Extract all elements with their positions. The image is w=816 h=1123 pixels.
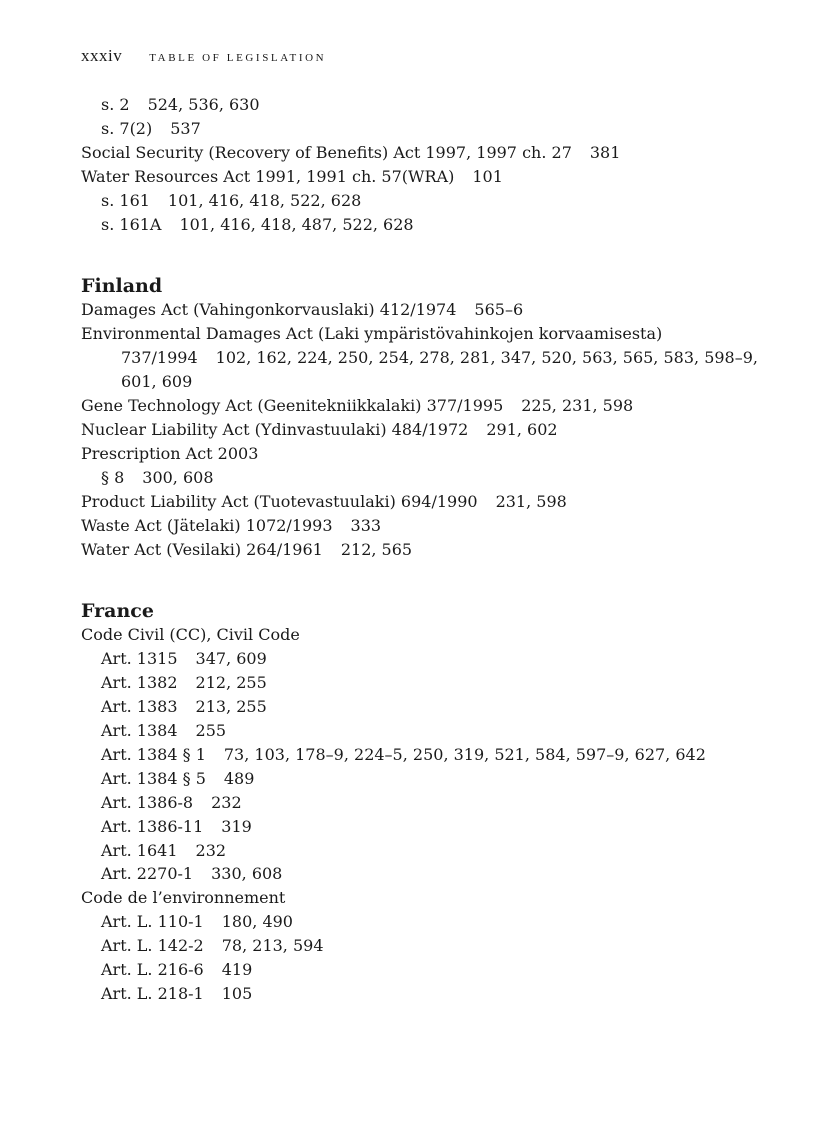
entry-subsection: Art. 1386-8 232 <box>101 792 242 812</box>
page <box>81 46 761 1006</box>
entry-act: Damages Act (Vahingonkorvauslaki) 412/1974 565–6 <box>81 300 524 320</box>
entry-subsection: Art. 1384 § 1 73, 103, 178–9, 224–5, 250, 319, 521, 584, 597–9, 627, 642 <box>101 744 706 764</box>
entry-subsection: s. 7(2) 537 <box>101 118 201 138</box>
running-head-title: TABLE OF LEGISLATION <box>149 52 327 64</box>
entry-subsection: Art. 1386-11 319 <box>101 816 252 836</box>
entry-subsection: Art. 1641 232 <box>101 840 227 860</box>
entry-act: Environmental Damages Act (Laki ympäristövahinkojen korvaamisesta) 737/1994 102, 162, 224, 250, 254, 278, 281, 347, 520, 563, 565, 583, 598–9, 601, 609 <box>81 324 758 392</box>
entry-act: Water Act (Vesilaki) 264/1961 212, 565 <box>81 539 413 559</box>
section-finland <box>81 274 761 561</box>
entry-act: Gene Technology Act (Geenitekniikkalaki) 377/1995 225, 231, 598 <box>81 396 634 416</box>
section-uk-continued <box>81 93 761 236</box>
entry-act: Code de l’environnement <box>81 888 286 908</box>
entry-subsection: Art. L. 216-6 419 <box>101 960 253 980</box>
entry-list <box>81 623 761 1006</box>
entry-subsection: s. 161A 101, 416, 418, 487, 522, 628 <box>101 214 414 234</box>
entry-list <box>81 298 761 561</box>
entry-subsection: s. 161 101, 416, 418, 522, 628 <box>101 190 362 210</box>
entry-subsection: Art. 1382 212, 255 <box>101 673 267 693</box>
entry-subsection: Art. 2270-1 330, 608 <box>101 864 283 884</box>
section-heading-france: France <box>81 600 154 623</box>
section-heading-finland: Finland <box>81 275 163 298</box>
page-number: xxxiv <box>81 46 123 65</box>
entry-act: Social Security (Recovery of Benefits) Act 1997, 1997 ch. 27 381 <box>81 142 621 162</box>
entry-act: Prescription Act 2003 <box>81 443 259 463</box>
entry-subsection: Art. L. 218-1 105 <box>101 984 253 1003</box>
entry-act: Water Resources Act 1991, 1991 ch. 57(WRA) 101 <box>81 166 503 186</box>
section-france <box>81 599 761 1006</box>
entry-subsection: Art. 1315 347, 609 <box>101 649 267 669</box>
entry-act: Waste Act (Jätelaki) 1072/1993 333 <box>81 515 382 535</box>
entry-subsection: Art. 1384 255 <box>101 721 227 741</box>
entry-subsection: Art. 1384 § 5 489 <box>101 768 255 788</box>
entry-subsection: Art. L. 110-1 180, 490 <box>101 912 293 932</box>
entry-act: Product Liability Act (Tuotevastuulaki) 694/1990 231, 598 <box>81 491 567 511</box>
entry-act: Nuclear Liability Act (Ydinvastuulaki) 484/1972 291, 602 <box>81 419 558 439</box>
entry-subsection: Art. L. 142-2 78, 213, 594 <box>101 936 324 956</box>
entry-subsection: s. 2 524, 536, 630 <box>101 95 260 114</box>
entry-list <box>81 93 761 236</box>
entry-subsection: § 8 300, 608 <box>101 467 214 487</box>
entry-act: Code Civil (CC), Civil Code <box>81 625 300 645</box>
running-head <box>81 46 761 72</box>
entry-subsection: Art. 1383 213, 255 <box>101 697 267 717</box>
